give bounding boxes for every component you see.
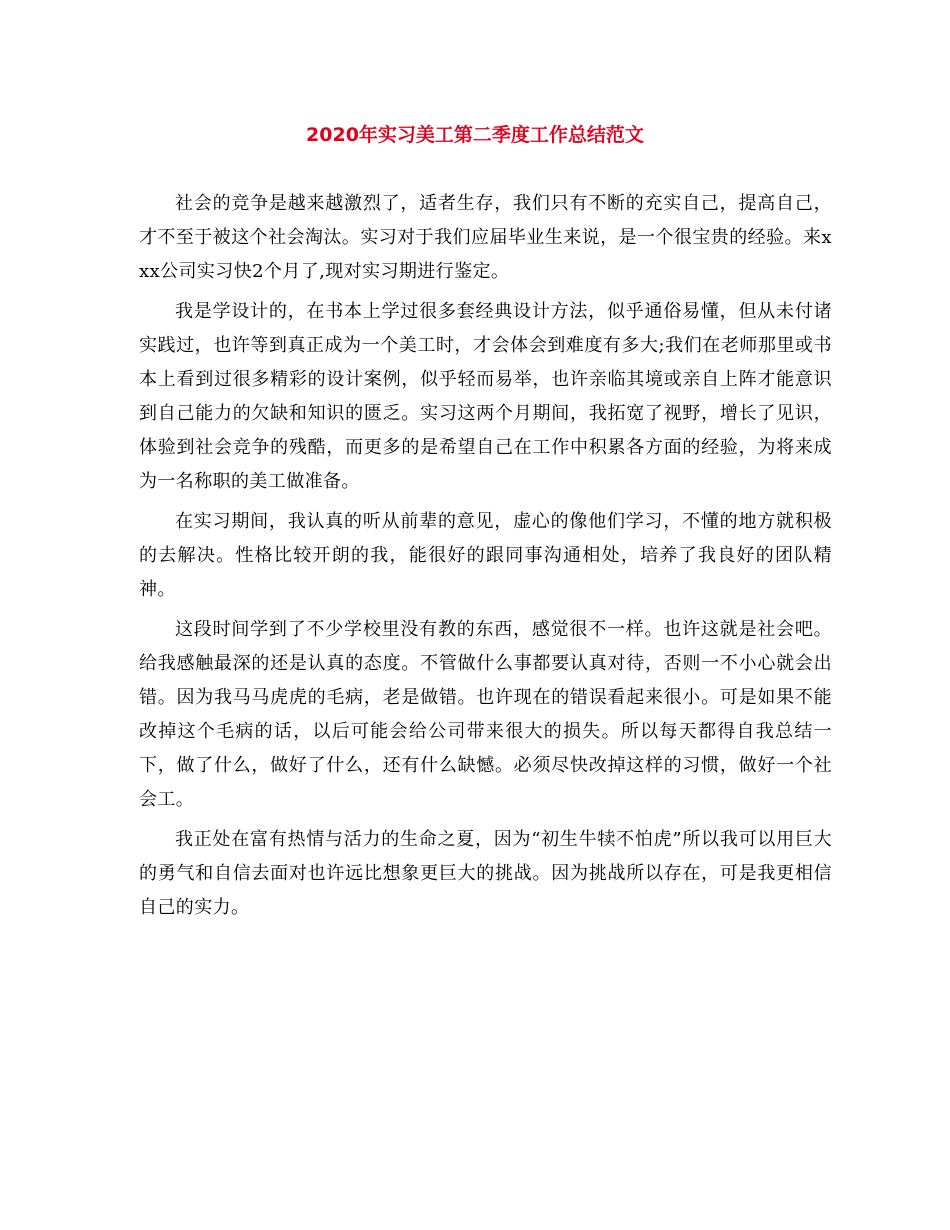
paragraph-1: 社会的竞争是越来越激烈了，适者生存，我们只有不断的充实自己，提高自己，才不至于被这个社会淘汰。实习对于我们应届毕业生来说，是一个很宝贵的经验。来xxx公司实习快2个月了,现对实习期进行鉴定。 [139,193,832,282]
paragraph-5: 我正处在富有热情与活力的生命之夏，因为“初生牛犊不怕虎”所以我可以用巨大的勇气和自信去面对也许远比想象更巨大的挑战。因为挑战所以存在，可是我更相信自己的实力。 [139,829,832,918]
paragraph-4: 这段时间学到了不少学校里没有教的东西，感觉很不一样。也许这就是社会吧。给我感触最深的还是认真的态度。不管做什么事都要认真对待，否则一不小心就会出错。因为我马马虎虎的毛病，老是做错。也许现在的错误看起来很小。可是如果不能改掉这个毛病的话，以后可能会给公司带来很大的损失。所以每天都得自我总结一下，做了什么，做好了什么，还有什么缺憾。必须尽快改掉这样的习惯，做好一个社会工。 [139,619,832,810]
document-title: 2020年实习美工第二季度工作总结范文 [306,124,644,146]
paragraph-2: 我是学设计的，在书本上学过很多套经典设计方法，似乎通俗易懂，但从未付诸实践过，也许等到真正成为一个美工时，才会体会到难度有多大;我们在老师那里或书本上看到过很多精彩的设计案例，似乎轻而易举，也许亲临其境或亲自上阵才能意识到自己能力的欠缺和知识的匮乏。实习这两个月期间，我拓宽了视野，增长了见识，体验到社会竞争的残酷，而更多的是希望自己在工作中积累各方面的经验，为将来成为一名称职的美工做准备。 [139,301,832,492]
document-body [139,187,832,931]
paragraph-3: 在实习期间，我认真的听从前辈的意见，虚心的像他们学习，不懂的地方就积极的去解决。性格比较开朗的我，能很好的跟同事沟通相处，培养了我良好的团队精神。 [139,511,832,600]
